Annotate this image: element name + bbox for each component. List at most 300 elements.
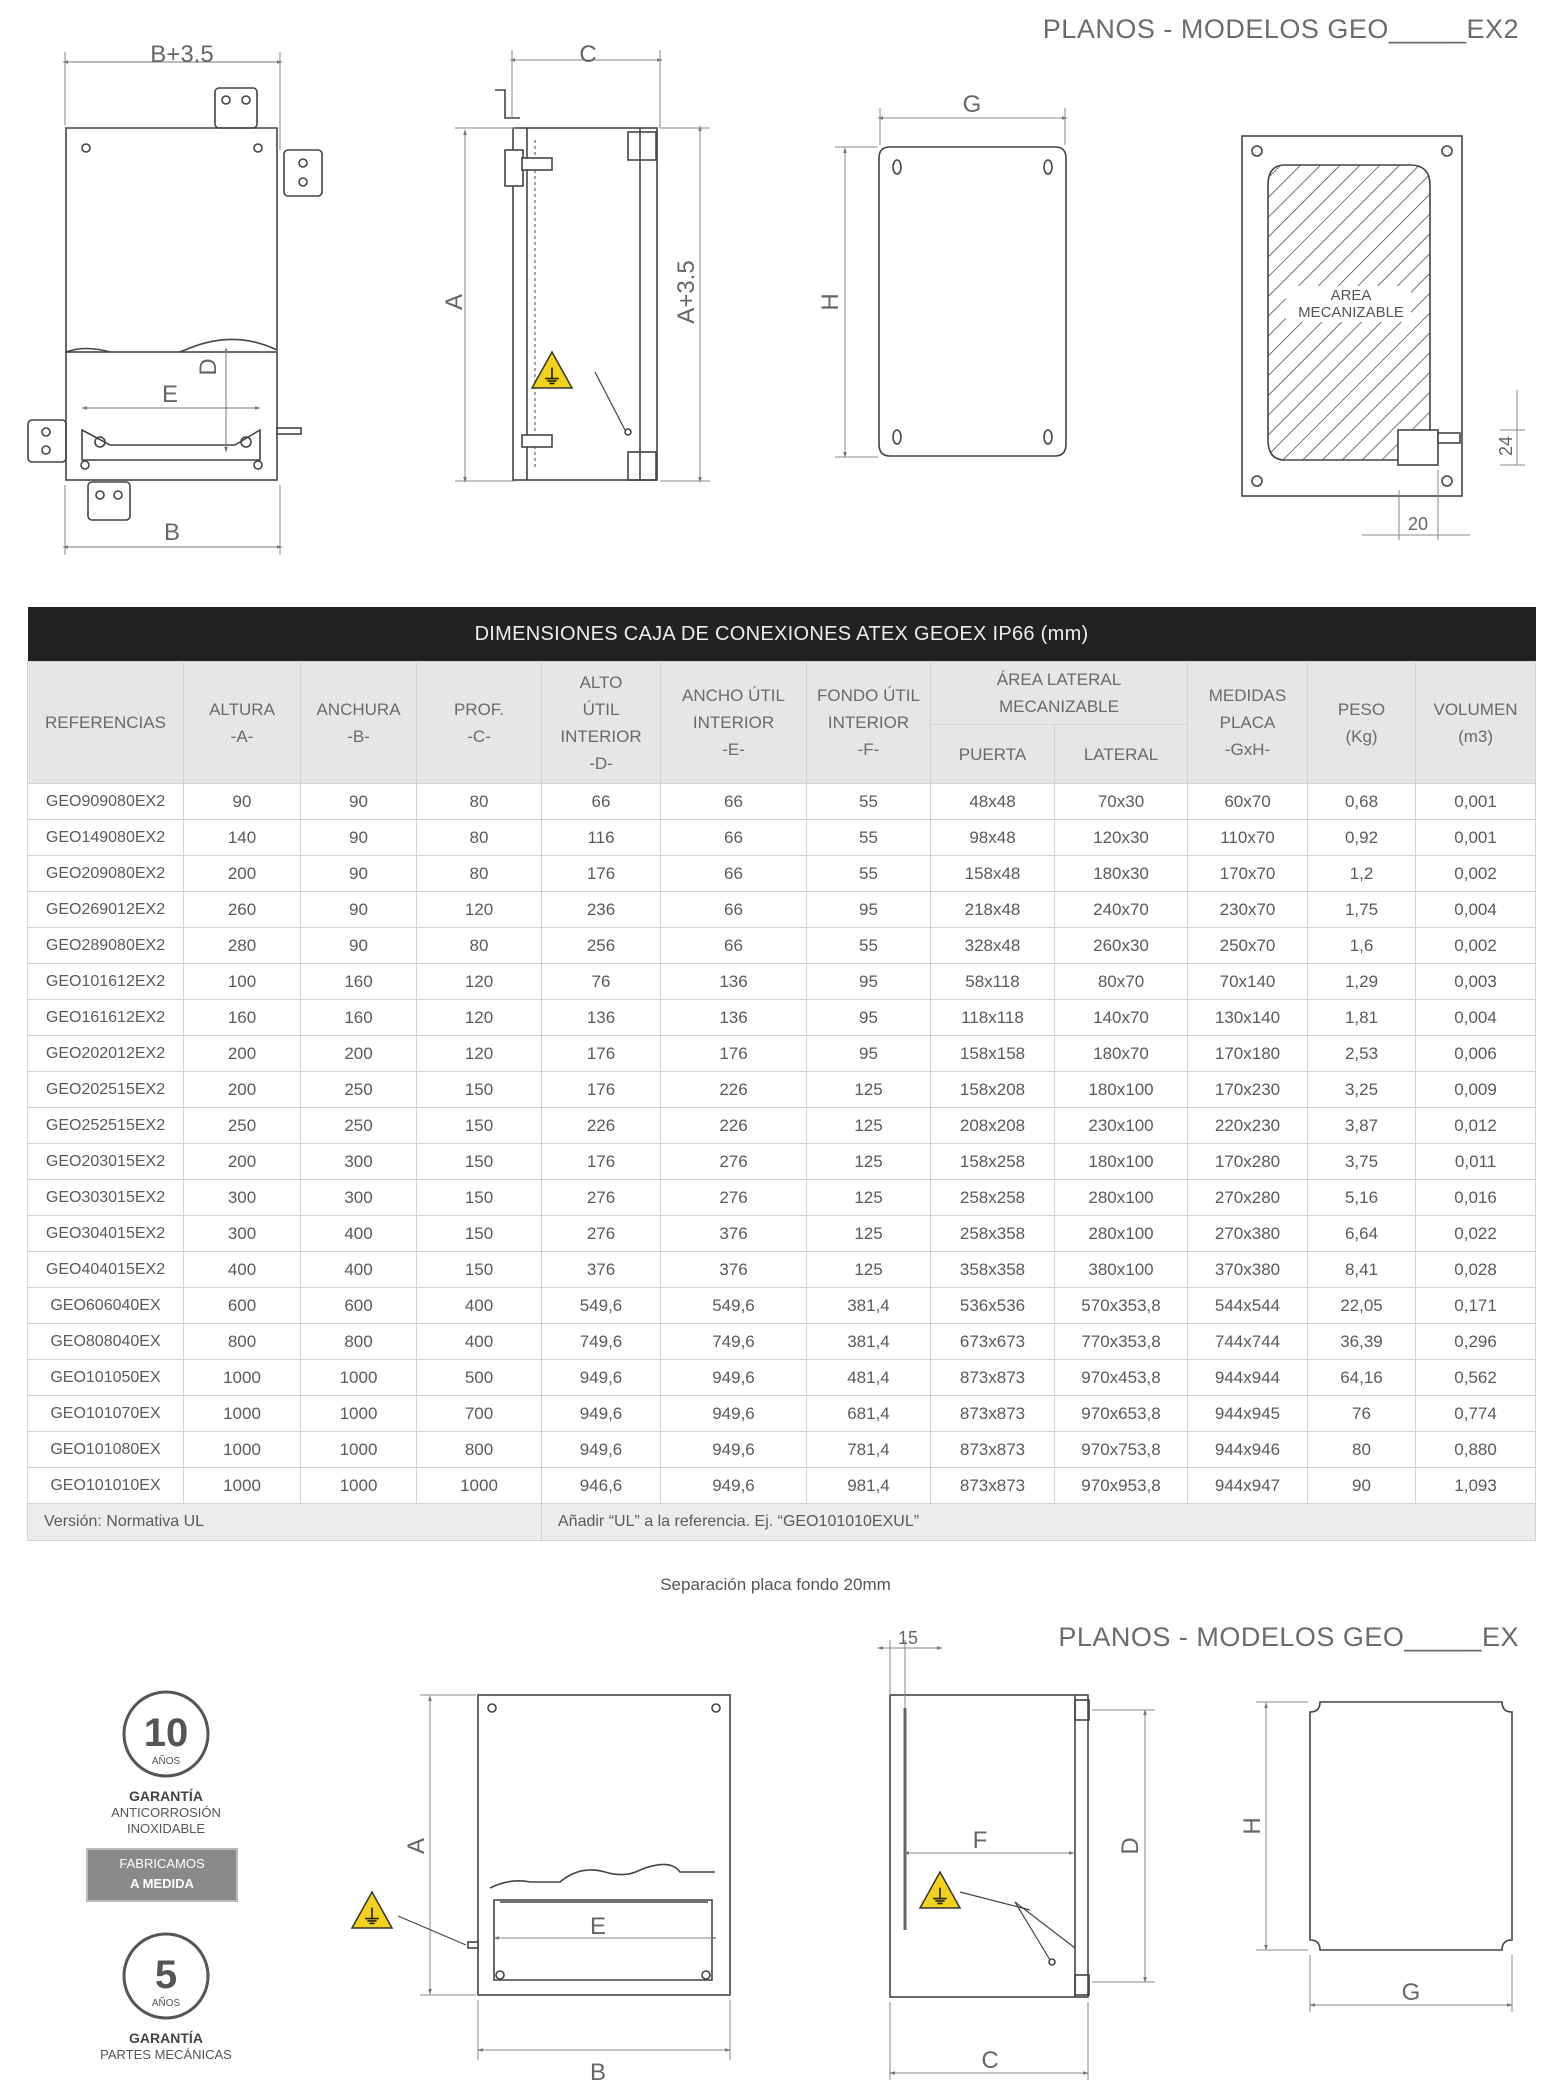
- table-cell: 170x230: [1188, 1072, 1308, 1108]
- label-d-ex: D: [1117, 1837, 1144, 1855]
- table-cell: 118x118: [931, 1000, 1055, 1036]
- table-cell: 258x358: [931, 1216, 1055, 1252]
- table-cell: 381,4: [807, 1288, 931, 1324]
- header-area: ÁREA LATERAL MECANIZABLE: [931, 662, 1188, 725]
- drawings-ex: [0, 1620, 1551, 2090]
- table-cell: 95: [807, 1000, 931, 1036]
- table-cell: 300: [184, 1216, 301, 1252]
- table-cell: 981,4: [807, 1468, 931, 1504]
- table-cell: 1,75: [1308, 892, 1416, 928]
- header-anchura: ANCHURA -B-: [301, 662, 417, 784]
- header-referencias: REFERENCIAS: [28, 662, 184, 784]
- table-cell: 160: [301, 964, 417, 1000]
- table-cell: 136: [661, 964, 807, 1000]
- table-cell: 120: [417, 1036, 542, 1072]
- table-cell: 90: [301, 856, 417, 892]
- table-cell: 0,002: [1416, 856, 1536, 892]
- table-row: [28, 856, 1536, 892]
- table-cell: 300: [301, 1144, 417, 1180]
- table-cell: 90: [184, 784, 301, 820]
- table-cell: 250: [184, 1108, 301, 1144]
- table-cell: 200: [184, 1144, 301, 1180]
- table-cell: 120: [417, 964, 542, 1000]
- label-dim-24: 24: [1496, 435, 1516, 457]
- svg-text:⏚: ⏚: [930, 1887, 950, 1909]
- table-cell: 150: [417, 1216, 542, 1252]
- label-c-ex2: C: [579, 41, 597, 68]
- ul-label: Versión: Normativa UL: [28, 1504, 542, 1541]
- table-cell: 0,022: [1416, 1216, 1536, 1252]
- table-cell: 260x30: [1055, 928, 1188, 964]
- header-peso: PESO (Kg): [1308, 662, 1416, 784]
- table-cell: 120x30: [1055, 820, 1188, 856]
- table-cell: 0,006: [1416, 1036, 1536, 1072]
- table-cell: 250: [301, 1072, 417, 1108]
- label-b-ex: B: [589, 2059, 607, 2086]
- table-cell: 170x180: [1188, 1036, 1308, 1072]
- table-cell: 0,004: [1416, 892, 1536, 928]
- table-cell: 0,016: [1416, 1180, 1536, 1216]
- table-cell: 949,6: [661, 1396, 807, 1432]
- table-cell: 873x873: [931, 1468, 1055, 1504]
- table-cell: 1000: [301, 1432, 417, 1468]
- table-cell: 300: [301, 1180, 417, 1216]
- table-cell: 5,16: [1308, 1180, 1416, 1216]
- table-cell: GEO203015EX2: [28, 1144, 184, 1180]
- table-cell: 0,011: [1416, 1144, 1536, 1180]
- table-cell: 1000: [184, 1468, 301, 1504]
- table-cell: 218x48: [931, 892, 1055, 928]
- table-cell: 681,4: [807, 1396, 931, 1432]
- table-cell: GEO101050EX: [28, 1360, 184, 1396]
- svg-text:10: 10: [143, 1711, 189, 1755]
- table-cell: 1000: [301, 1396, 417, 1432]
- table-cell: 256: [542, 928, 661, 964]
- table-cell: 949,6: [661, 1468, 807, 1504]
- label-b-ex2: B: [163, 519, 181, 546]
- table-cell: 236: [542, 892, 661, 928]
- svg-text:⏚: ⏚: [362, 1907, 382, 1929]
- table-cell: 76: [542, 964, 661, 1000]
- table-cell: 749,6: [661, 1324, 807, 1360]
- table-row: [28, 1072, 1536, 1108]
- table-cell: 125: [807, 1144, 931, 1180]
- table-cell: 116: [542, 820, 661, 856]
- table-cell: 60x70: [1188, 784, 1308, 820]
- label-g-ex: G: [1401, 1979, 1421, 2006]
- label-e-ex: E: [589, 1913, 607, 1940]
- table-cell: 949,6: [661, 1432, 807, 1468]
- table-cell: 66: [661, 892, 807, 928]
- table-cell: GEO101070EX: [28, 1396, 184, 1432]
- svg-text:5: 5: [154, 1953, 178, 1997]
- table-cell: GEO808040EX: [28, 1324, 184, 1360]
- table-cell: 3,87: [1308, 1108, 1416, 1144]
- table-cell: 95: [807, 964, 931, 1000]
- table-cell: 970x453,8: [1055, 1360, 1188, 1396]
- label-c-ex: C: [981, 2047, 999, 2074]
- front-view-ex2: [28, 52, 322, 555]
- table-cell: 800: [301, 1324, 417, 1360]
- plate-view-ex2: [835, 108, 1066, 457]
- table-row: [28, 1144, 1536, 1180]
- label-dim-20: 20: [1407, 514, 1429, 534]
- table-cell: 80: [417, 820, 542, 856]
- table-cell: GEO404015EX2: [28, 1252, 184, 1288]
- table-cell: GEO304015EX2: [28, 1216, 184, 1252]
- label-area-1: AREA: [1330, 287, 1372, 304]
- table-cell: 130x140: [1188, 1000, 1308, 1036]
- table-cell: 280x100: [1055, 1180, 1188, 1216]
- table-cell: GEO202012EX2: [28, 1036, 184, 1072]
- table-cell: 95: [807, 1036, 931, 1072]
- table-cell: 0,002: [1416, 928, 1536, 964]
- table-cell: 381,4: [807, 1324, 931, 1360]
- table-cell: 3,25: [1308, 1072, 1416, 1108]
- header-medidas: MEDIDAS PLACA -GxH-: [1188, 662, 1308, 784]
- table-cell: 0,92: [1308, 820, 1416, 856]
- table-cell: 276: [542, 1216, 661, 1252]
- table-cell: 158x48: [931, 856, 1055, 892]
- table-cell: 125: [807, 1252, 931, 1288]
- table-cell: 800: [417, 1432, 542, 1468]
- table-cell: 176: [542, 856, 661, 892]
- table-cell: GEO209080EX2: [28, 856, 184, 892]
- table-cell: 944x944: [1188, 1360, 1308, 1396]
- table-cell: 0,003: [1416, 964, 1536, 1000]
- table-cell: 949,6: [542, 1396, 661, 1432]
- table-cell: 0,028: [1416, 1252, 1536, 1288]
- table-cell: 1,2: [1308, 856, 1416, 892]
- table-cell: 481,4: [807, 1360, 931, 1396]
- table-cell: 208x208: [931, 1108, 1055, 1144]
- table-cell: 0,296: [1416, 1324, 1536, 1360]
- machinable-area-view: [1242, 136, 1525, 540]
- table-cell: 1000: [301, 1468, 417, 1504]
- table-cell: 170x280: [1188, 1144, 1308, 1180]
- table-cell: GEO101612EX2: [28, 964, 184, 1000]
- table-cell: 55: [807, 820, 931, 856]
- table-row: [28, 820, 1536, 856]
- table-row: [28, 1288, 1536, 1324]
- table-cell: 570x353,8: [1055, 1288, 1188, 1324]
- table-cell: 944x945: [1188, 1396, 1308, 1432]
- table-cell: 400: [301, 1252, 417, 1288]
- table-cell: 36,39: [1308, 1324, 1416, 1360]
- table-cell: 270x280: [1188, 1180, 1308, 1216]
- table-cell: 125: [807, 1216, 931, 1252]
- table-cell: 150: [417, 1144, 542, 1180]
- svg-text:AÑOS: AÑOS: [151, 1756, 181, 1767]
- table-cell: GEO303015EX2: [28, 1180, 184, 1216]
- table-cell: 200: [184, 1072, 301, 1108]
- table-cell: 0,001: [1416, 820, 1536, 856]
- table-caption: DIMENSIONES CAJA DE CONEXIONES ATEX GEOEX IP66 (mm): [28, 607, 1536, 662]
- table-cell: 180x100: [1055, 1072, 1188, 1108]
- table-cell: 80: [1308, 1432, 1416, 1468]
- warning-icon: [352, 1892, 392, 1929]
- table-cell: 0,774: [1416, 1396, 1536, 1432]
- table-row: [28, 1180, 1536, 1216]
- label-g-ex2: G: [962, 91, 982, 118]
- table-cell: 376: [542, 1252, 661, 1288]
- side-view-ex2: [455, 50, 710, 481]
- table-cell: 1000: [184, 1432, 301, 1468]
- table-row: [28, 1000, 1536, 1036]
- table-cell: 276: [542, 1180, 661, 1216]
- table-cell: 944x947: [1188, 1468, 1308, 1504]
- table-cell: 158x158: [931, 1036, 1055, 1072]
- table-cell: 125: [807, 1108, 931, 1144]
- table-cell: 0,001: [1416, 784, 1536, 820]
- table-cell: 150: [417, 1252, 542, 1288]
- dimensions-table: [27, 607, 1536, 1541]
- table-cell: 250: [301, 1108, 417, 1144]
- plate-view-ex: [1256, 1702, 1512, 2012]
- table-cell: 3,75: [1308, 1144, 1416, 1180]
- table-cell: 176: [542, 1144, 661, 1180]
- table-cell: 160: [184, 1000, 301, 1036]
- table-cell: 0,68: [1308, 784, 1416, 820]
- table-cell: 200: [184, 856, 301, 892]
- table-cell: 600: [301, 1288, 417, 1324]
- table-cell: 230x70: [1188, 892, 1308, 928]
- page-title-ex2: PLANOS - MODELOS GEO_____EX2: [1042, 14, 1519, 44]
- table-cell: 0,004: [1416, 1000, 1536, 1036]
- table-cell: 946,6: [542, 1468, 661, 1504]
- table-cell: 90: [301, 820, 417, 856]
- table-cell: 370x380: [1188, 1252, 1308, 1288]
- table-cell: 200: [184, 1036, 301, 1072]
- svg-text:AÑOS: AÑOS: [151, 1998, 181, 2009]
- table-cell: 55: [807, 928, 931, 964]
- label-15: 15: [897, 1628, 919, 1648]
- table-row: [28, 1108, 1536, 1144]
- page-title-ex: PLANOS - MODELOS GEO_____EX: [1058, 1622, 1519, 1652]
- table-cell: 66: [661, 784, 807, 820]
- table-cell: 158x208: [931, 1072, 1055, 1108]
- table-cell: 55: [807, 784, 931, 820]
- table-cell: 276: [661, 1180, 807, 1216]
- label-e-ex2: E: [161, 381, 179, 408]
- table-cell: 1000: [184, 1396, 301, 1432]
- table-cell: 120: [417, 1000, 542, 1036]
- table-cell: 110x70: [1188, 820, 1308, 856]
- table-cell: 749,6: [542, 1324, 661, 1360]
- table-row: [28, 1216, 1536, 1252]
- table-cell: 80: [417, 784, 542, 820]
- table-cell: GEO269012EX2: [28, 892, 184, 928]
- table-cell: GEO149080EX2: [28, 820, 184, 856]
- badge-5-text: GARANTÍA PARTES MECÁNICAS: [100, 2030, 232, 2062]
- table-cell: GEO606040EX: [28, 1288, 184, 1324]
- table-cell: 230x100: [1055, 1108, 1188, 1144]
- separation-note: Separación placa fondo 20mm: [660, 1575, 891, 1594]
- label-a-ex: A: [403, 1837, 430, 1855]
- table-cell: 90: [301, 928, 417, 964]
- table-cell: GEO252515EX2: [28, 1108, 184, 1144]
- table-cell: 125: [807, 1180, 931, 1216]
- table-cell: 380x100: [1055, 1252, 1188, 1288]
- table-cell: 970x953,8: [1055, 1468, 1188, 1504]
- table-cell: 270x380: [1188, 1216, 1308, 1252]
- table-cell: 226: [661, 1108, 807, 1144]
- table-cell: 1,6: [1308, 928, 1416, 964]
- table-cell: 1000: [184, 1360, 301, 1396]
- table-cell: GEO101010EX: [28, 1468, 184, 1504]
- table-cell: 949,6: [542, 1432, 661, 1468]
- table-cell: 400: [417, 1288, 542, 1324]
- table-cell: 170x70: [1188, 856, 1308, 892]
- drawings-ex2: [0, 0, 1551, 570]
- table-row: [28, 784, 1536, 820]
- table-cell: 358x358: [931, 1252, 1055, 1288]
- table-cell: 0,171: [1416, 1288, 1536, 1324]
- header-prof: PROF. -C-: [417, 662, 542, 784]
- table-cell: 600: [184, 1288, 301, 1324]
- table-cell: 158x258: [931, 1144, 1055, 1180]
- table-cell: 120: [417, 892, 542, 928]
- table-row: [28, 1252, 1536, 1288]
- table-cell: 136: [542, 1000, 661, 1036]
- table-body: [28, 784, 1536, 1504]
- table-cell: 280x100: [1055, 1216, 1188, 1252]
- table-cell: 700: [417, 1396, 542, 1432]
- table-row: [28, 1468, 1536, 1504]
- table-cell: 90: [301, 784, 417, 820]
- table-cell: 376: [661, 1216, 807, 1252]
- table-cell: 80: [417, 928, 542, 964]
- table-cell: 125: [807, 1072, 931, 1108]
- table-cell: 949,6: [542, 1360, 661, 1396]
- table-cell: 260: [184, 892, 301, 928]
- table-row: [28, 1396, 1536, 1432]
- label-b-plus: B+3.5: [150, 41, 214, 68]
- table-cell: 58x118: [931, 964, 1055, 1000]
- table-cell: 176: [542, 1072, 661, 1108]
- table-cell: 76: [1308, 1396, 1416, 1432]
- badge-custom: FABRICAMOS A MEDIDA: [86, 1848, 238, 1902]
- table-cell: 48x48: [931, 784, 1055, 820]
- label-h-ex: H: [1239, 1817, 1266, 1835]
- table-row: [28, 1360, 1536, 1396]
- table-cell: 140x70: [1055, 1000, 1188, 1036]
- table-cell: 66: [661, 928, 807, 964]
- header-ancho: ANCHO ÚTIL INTERIOR -E-: [661, 662, 807, 784]
- table-cell: 536x536: [931, 1288, 1055, 1324]
- table-cell: 500: [417, 1360, 542, 1396]
- label-a-ex2: A: [441, 293, 468, 311]
- label-h-ex2: H: [817, 293, 844, 311]
- header-alto: ALTO ÚTIL INTERIOR -D-: [542, 662, 661, 784]
- table-cell: 544x544: [1188, 1288, 1308, 1324]
- table-cell: 176: [542, 1036, 661, 1072]
- table-cell: 160: [301, 1000, 417, 1036]
- table-cell: 180x100: [1055, 1144, 1188, 1180]
- table-cell: 800: [184, 1324, 301, 1360]
- table-cell: 70x140: [1188, 964, 1308, 1000]
- table-cell: 400: [184, 1252, 301, 1288]
- table-cell: 873x873: [931, 1360, 1055, 1396]
- table-cell: 150: [417, 1108, 542, 1144]
- table-cell: 66: [661, 856, 807, 892]
- table-cell: 258x258: [931, 1180, 1055, 1216]
- table-cell: 2,53: [1308, 1036, 1416, 1072]
- table-cell: 80: [417, 856, 542, 892]
- table-cell: 1,29: [1308, 964, 1416, 1000]
- svg-text:⏚: ⏚: [542, 367, 562, 389]
- table-cell: 90: [301, 892, 417, 928]
- table-cell: 549,6: [661, 1288, 807, 1324]
- table-cell: GEO101080EX: [28, 1432, 184, 1468]
- table-cell: 226: [661, 1072, 807, 1108]
- table-cell: 95: [807, 892, 931, 928]
- table-cell: 220x230: [1188, 1108, 1308, 1144]
- table-cell: 300: [184, 1180, 301, 1216]
- header-lateral: LATERAL: [1055, 725, 1188, 784]
- table-cell: 970x753,8: [1055, 1432, 1188, 1468]
- table-cell: 1,093: [1416, 1468, 1536, 1504]
- table-cell: 180x30: [1055, 856, 1188, 892]
- table-cell: 100: [184, 964, 301, 1000]
- table-cell: 400: [417, 1324, 542, 1360]
- side-view-ex: [880, 1640, 1155, 2080]
- table-cell: GEO202515EX2: [28, 1072, 184, 1108]
- table-cell: 0,562: [1416, 1360, 1536, 1396]
- header-volumen: VOLUMEN (m3): [1416, 662, 1536, 784]
- table-row: [28, 1432, 1536, 1468]
- table-cell: 98x48: [931, 820, 1055, 856]
- table-cell: 66: [661, 820, 807, 856]
- table-cell: 64,16: [1308, 1360, 1416, 1396]
- table-cell: GEO161612EX2: [28, 1000, 184, 1036]
- table-cell: 873x873: [931, 1396, 1055, 1432]
- table-cell: 22,05: [1308, 1288, 1416, 1324]
- table-cell: 770x353,8: [1055, 1324, 1188, 1360]
- table-cell: 90: [1308, 1468, 1416, 1504]
- table-cell: GEO909080EX2: [28, 784, 184, 820]
- table-cell: 873x873: [931, 1432, 1055, 1468]
- table-cell: 1000: [417, 1468, 542, 1504]
- table-row: [28, 1324, 1536, 1360]
- front-view-ex: [398, 1695, 730, 2060]
- table-cell: 376: [661, 1252, 807, 1288]
- table-cell: 328x48: [931, 928, 1055, 964]
- ul-text: Añadir “UL” a la referencia. Ej. “GEO101010EXUL”: [542, 1504, 1536, 1541]
- table-cell: 673x673: [931, 1324, 1055, 1360]
- label-a-plus: A+3.5: [673, 260, 700, 324]
- table-cell: 226: [542, 1108, 661, 1144]
- table-cell: 276: [661, 1144, 807, 1180]
- table-cell: 744x744: [1188, 1324, 1308, 1360]
- table-cell: 1000: [301, 1360, 417, 1396]
- table-cell: 280: [184, 928, 301, 964]
- badge-10-text: GARANTÍA ANTICORROSIÓN INOXIDABLE: [111, 1788, 221, 1836]
- table-cell: 55: [807, 856, 931, 892]
- table-cell: 70x30: [1055, 784, 1188, 820]
- table-cell: 250x70: [1188, 928, 1308, 964]
- table-cell: 970x653,8: [1055, 1396, 1188, 1432]
- table-cell: 80x70: [1055, 964, 1188, 1000]
- table-cell: 0,880: [1416, 1432, 1536, 1468]
- table-cell: 944x946: [1188, 1432, 1308, 1468]
- label-f-ex: F: [972, 1827, 988, 1854]
- header-fondo: FONDO ÚTIL INTERIOR -F-: [807, 662, 931, 784]
- table-row: [28, 1036, 1536, 1072]
- table-cell: GEO289080EX2: [28, 928, 184, 964]
- table-cell: 1,81: [1308, 1000, 1416, 1036]
- table-row: [28, 964, 1536, 1000]
